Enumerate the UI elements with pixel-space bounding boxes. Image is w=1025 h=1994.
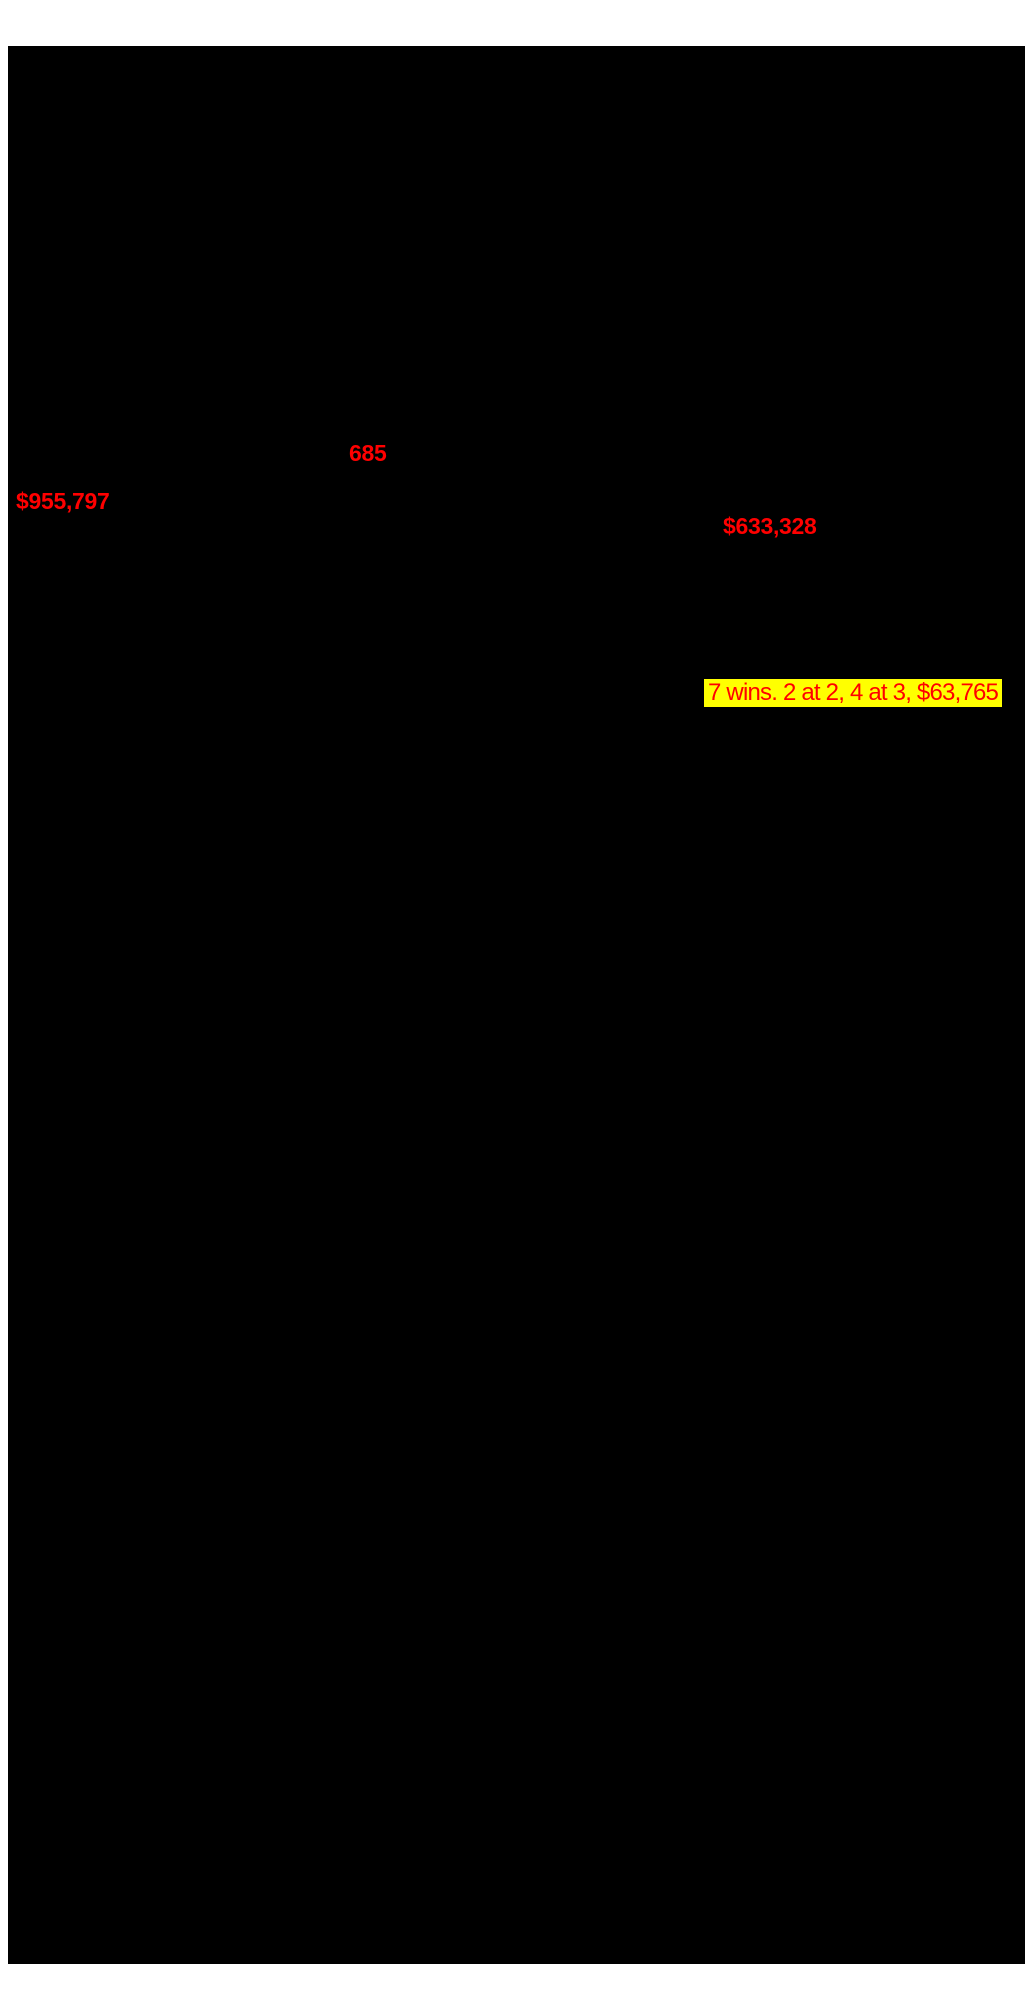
count-label: 685 xyxy=(349,440,387,466)
highlight-note: 7 wins. 2 at 2, 4 at 3, $63,765 xyxy=(704,679,1002,707)
right-amount-label: $633,328 xyxy=(723,513,817,539)
left-amount-label: $955,797 xyxy=(16,488,110,514)
black-canvas xyxy=(8,46,1025,1964)
